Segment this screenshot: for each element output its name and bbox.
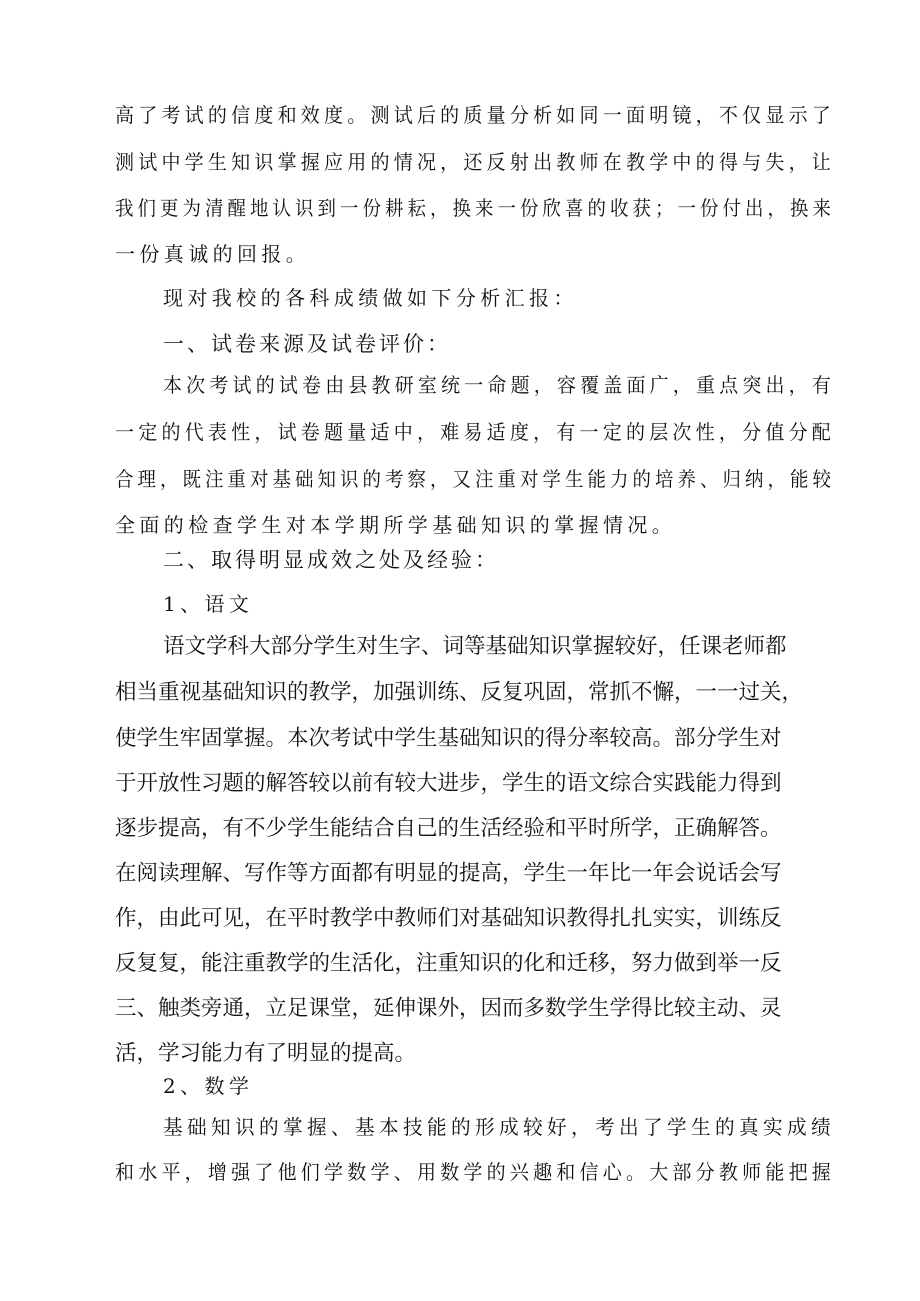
chinese-line-6: 在阅读理解、写作等方面都有明显的提高，学生一年比一年会说话会写 — [115, 861, 782, 886]
chinese-line-7: 作，由此可见，在平时教学中教师们对基础知识教得扎扎实实，训练反 — [115, 906, 782, 931]
intro-line-2: 测试中学生知识掌握应用的情况，还反射出教师在教学中的得与失，让 — [115, 150, 836, 174]
subsection2-heading: 2、数学 — [163, 1074, 254, 1098]
lead-sentence: 现对我校的各科成绩做如下分析汇报： — [163, 286, 578, 310]
math-line-1: 基础知识的掌握、基本技能的形成较好，考出了学生的真实成绩 — [163, 1115, 835, 1139]
intro-line-4: 一份真诚的回报。 — [115, 242, 311, 266]
chinese-line-3: 使学生牢固掌握。本次考试中学生基础知识的得分率较高。部分学生对 — [115, 726, 782, 751]
chinese-line-5: 逐步提高，有不少学生能结合自己的生活经验和平时所学，正确解答。 — [115, 816, 782, 841]
section2-heading: 二、取得明显成效之处及经验： — [163, 548, 499, 572]
chinese-line-1: 语文学科大部分学生对生字、词等基础知识掌握较好，任课老师都 — [163, 634, 787, 659]
section1-line-4: 全面的检查学生对本学期所学基础知识的掌握情况。 — [115, 513, 677, 537]
section1-line-3: 合理，既注重对基础知识的考察，又注重对学生能力的培养、归纳，能较 — [115, 467, 835, 491]
section1-heading: 一、试卷来源及试卷评价： — [163, 332, 451, 356]
subsection1-heading: 1、语文 — [163, 592, 254, 616]
chinese-line-9: 三、触类旁通，立足课堂，延伸课外，因而多数学生学得比较主动、灵 — [115, 996, 782, 1021]
math-line-2: 和水平，增强了他们学数学、用数学的兴趣和信心。大部分教师能把握 — [115, 1160, 836, 1184]
chinese-line-8: 反复复，能注重教学的生活化，注重知识的化和迁移，努力做到举一反 — [115, 951, 782, 976]
chinese-line-10: 活，学习能力有了明显的提高。 — [115, 1041, 417, 1066]
section1-line-1: 本次考试的试卷由县教研室统一命题，容覆盖面广，重点突出，有 — [163, 373, 836, 397]
chinese-line-2: 相当重视基础知识的教学，加强训练、反复巩固，常抓不懈，一一过关， — [115, 680, 804, 705]
intro-line-3: 我们更为清醒地认识到一份耕耘，换来一份欣喜的收获；一份付出，换来 — [115, 196, 835, 220]
chinese-line-4: 于开放性习题的解答较以前有较大进步，学生的语文综合实践能力得到 — [115, 771, 782, 796]
section1-line-2: 一定的代表性，试卷题量适中，难易适度，有一定的层次性，分值分配 — [115, 420, 836, 444]
intro-line-1: 高了考试的信度和效度。测试后的质量分析如同一面明镜，不仅显示了 — [115, 103, 836, 127]
